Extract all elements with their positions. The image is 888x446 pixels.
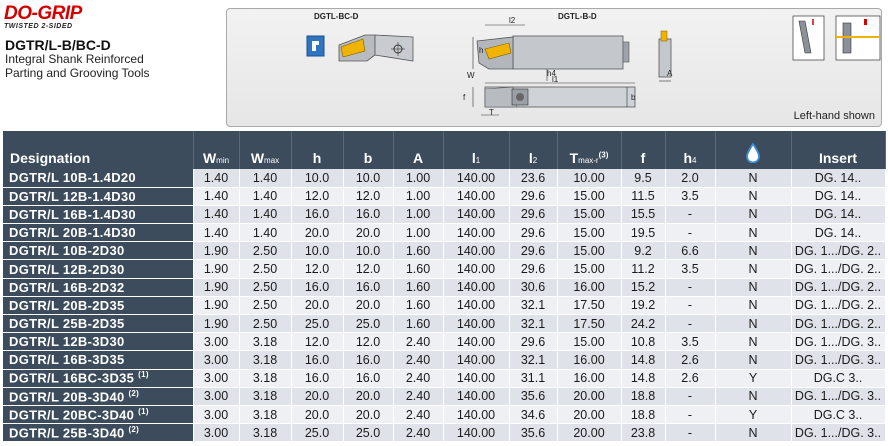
table-row — [3, 224, 885, 242]
table-cell: DG. 14.. — [791, 169, 885, 187]
designation-text: DGTR/L 20BC-3D40 — [9, 407, 135, 423]
table-cell: 3.00 — [193, 333, 239, 351]
drawing-panel — [226, 8, 882, 127]
table-cell: - — [665, 387, 715, 405]
table-cell: 29.6 — [509, 260, 557, 278]
designation-cell — [3, 405, 193, 423]
brand-name: DO-GRIP — [4, 3, 82, 24]
table-cell: 12.0 — [343, 260, 393, 278]
table-cell: 3.00 — [193, 424, 239, 442]
table-cell: 1.40 — [239, 187, 291, 205]
brand-logo — [4, 5, 92, 35]
footnote-mark: (1) — [138, 406, 149, 416]
table-cell: 3.18 — [239, 351, 291, 369]
table-cell: DG. 14.. — [791, 187, 885, 205]
table-cell: 140.00 — [443, 260, 509, 278]
designation-text: DGTR/L 12B-3D30 — [9, 334, 125, 350]
table-cell: 35.6 — [509, 424, 557, 442]
table-cell: 20.0 — [291, 296, 343, 314]
table-cell: - — [665, 424, 715, 442]
table-cell: 11.5 — [621, 187, 665, 205]
designation-text: DGTR/L 16B-1.4D30 — [9, 206, 136, 222]
designation-cell — [3, 333, 193, 351]
table-cell: 14.8 — [621, 369, 665, 387]
table-cell: 12.0 — [291, 260, 343, 278]
table-cell: 10.8 — [621, 333, 665, 351]
table-cell: 20.0 — [291, 387, 343, 405]
drawing-label-b: DGTL-B-D — [558, 12, 597, 21]
table-cell: 2.40 — [393, 351, 443, 369]
table-cell: N — [715, 242, 791, 260]
specs-table — [3, 131, 886, 442]
table-cell: 10.0 — [343, 169, 393, 187]
table-cell: 140.00 — [443, 369, 509, 387]
table-cell: 2.40 — [393, 424, 443, 442]
page-subtitle — [5, 52, 150, 80]
column-header-label: W — [250, 150, 265, 166]
drawing-label-bc: DGTL-BC-D — [314, 12, 359, 21]
table-cell: Y — [715, 405, 791, 423]
column-header — [791, 131, 885, 169]
table-cell: 10.0 — [343, 242, 393, 260]
table-cell: 1.90 — [193, 260, 239, 278]
designation-cell — [3, 242, 193, 260]
column-header — [665, 131, 715, 169]
footnote-mark: (1) — [138, 370, 149, 380]
column-header — [239, 131, 291, 169]
subtitle-line: Integral Shank Reinforced — [5, 52, 144, 66]
table-cell: 9.2 — [621, 242, 665, 260]
table-row — [3, 205, 885, 223]
column-header — [509, 131, 557, 169]
table-cell: DG. 1.../DG. 3.. — [791, 387, 885, 405]
table-cell: 23.6 — [509, 169, 557, 187]
designation-text: DGTR/L 10B-1.4D20 — [9, 170, 136, 186]
table-cell: 1.60 — [393, 260, 443, 278]
table-cell: 2.50 — [239, 296, 291, 314]
table-cell: 16.0 — [343, 278, 393, 296]
table-cell: 1.40 — [193, 169, 239, 187]
column-header — [393, 131, 443, 169]
table-cell: Y — [715, 369, 791, 387]
table-cell: 3.5 — [665, 260, 715, 278]
table-cell: 1.60 — [393, 278, 443, 296]
table-cell: N — [715, 205, 791, 223]
designation-text: DGTR/L 25B-3D40 — [9, 425, 125, 441]
column-header-sub: max — [264, 156, 280, 165]
column-header-sub: 1 — [475, 156, 481, 165]
table-cell: 6.6 — [665, 242, 715, 260]
designation-text: DGTR/L 12B-2D30 — [9, 261, 125, 277]
table-cell: 29.6 — [509, 224, 557, 242]
table-cell: 16.0 — [291, 205, 343, 223]
column-header-sub: max-r — [578, 156, 599, 165]
designation-text: DGTR/L 20B-1.4D30 — [9, 225, 136, 241]
table-cell: 140.00 — [443, 296, 509, 314]
table-cell: 15.5 — [621, 205, 665, 223]
designation-text: DGTR/L 12B-1.4D30 — [9, 188, 136, 204]
table-cell: 20.0 — [343, 224, 393, 242]
table-cell: 1.40 — [239, 224, 291, 242]
table-cell: 30.6 — [509, 278, 557, 296]
table-row — [3, 260, 885, 278]
table-cell: 10.0 — [291, 169, 343, 187]
table-cell: 2.50 — [239, 278, 291, 296]
table-cell: 140.00 — [443, 333, 509, 351]
designation-cell — [3, 296, 193, 314]
table-cell: 20.00 — [557, 387, 621, 405]
column-header-sub: 4 — [692, 156, 697, 165]
table-cell: DG. 1.../DG. 2.. — [791, 315, 885, 333]
column-header-label: f — [640, 150, 646, 166]
table-cell: 16.0 — [343, 369, 393, 387]
table-cell: 2.50 — [239, 315, 291, 333]
column-header-label: Insert — [818, 150, 858, 166]
table-cell: 3.00 — [193, 351, 239, 369]
table-cell: 1.90 — [193, 242, 239, 260]
table-cell: 32.1 — [509, 296, 557, 314]
table-row — [3, 169, 885, 187]
column-header — [3, 131, 193, 169]
table-cell: 11.2 — [621, 260, 665, 278]
table-cell: 25.0 — [343, 315, 393, 333]
dim-h: h — [479, 46, 484, 55]
table-cell: 29.6 — [509, 333, 557, 351]
table-cell: N — [715, 169, 791, 187]
table-cell: 15.00 — [557, 224, 621, 242]
table-cell: - — [665, 205, 715, 223]
table-cell: N — [715, 333, 791, 351]
table-cell: 12.0 — [291, 333, 343, 351]
column-header-sub: min — [216, 156, 230, 165]
column-header-sup: (3) — [598, 150, 609, 160]
table-cell: DG. 1.../DG. 3.. — [791, 424, 885, 442]
table-cell: 20.0 — [291, 405, 343, 423]
table-cell: 16.00 — [557, 369, 621, 387]
dim-h4: h4 — [547, 69, 556, 78]
table-cell: 1.90 — [193, 315, 239, 333]
table-row — [3, 351, 885, 369]
table-row — [3, 369, 885, 387]
designation-text: DGTR/L 20B-2D35 — [9, 297, 125, 313]
table-cell: 2.6 — [665, 351, 715, 369]
table-cell: 14.8 — [621, 351, 665, 369]
table-cell: 140.00 — [443, 205, 509, 223]
table-cell: 19.2 — [621, 296, 665, 314]
table-cell: 18.8 — [621, 387, 665, 405]
table-cell: 16.00 — [557, 278, 621, 296]
table-cell: 29.6 — [509, 205, 557, 223]
table-cell: 16.0 — [291, 369, 343, 387]
table-cell: 3.18 — [239, 424, 291, 442]
table-row — [3, 187, 885, 205]
table-cell: N — [715, 387, 791, 405]
table-cell: N — [715, 187, 791, 205]
table-cell: 1.90 — [193, 296, 239, 314]
table-cell: 20.00 — [557, 405, 621, 423]
table-cell: 1.00 — [393, 169, 443, 187]
dim-f: f — [463, 93, 466, 102]
table-cell: 20.0 — [343, 296, 393, 314]
dim-b: b — [631, 93, 636, 102]
table-cell: N — [715, 296, 791, 314]
table-row — [3, 296, 885, 314]
table-cell: 29.6 — [509, 242, 557, 260]
table-cell: 140.00 — [443, 424, 509, 442]
table-body — [3, 169, 885, 442]
designation-text: DGTR/L 16B-2D32 — [9, 279, 125, 295]
table-cell: 16.0 — [291, 278, 343, 296]
table-cell: 12.0 — [291, 187, 343, 205]
table-cell: 1.40 — [193, 205, 239, 223]
designation-cell — [3, 387, 193, 405]
table-cell: 2.40 — [393, 387, 443, 405]
table-cell: 9.5 — [621, 169, 665, 187]
table-cell: 140.00 — [443, 242, 509, 260]
table-cell: 25.0 — [291, 315, 343, 333]
table-cell: 18.8 — [621, 405, 665, 423]
table-cell: 3.00 — [193, 387, 239, 405]
column-header-label: h — [683, 150, 693, 166]
table-cell: DG. 14.. — [791, 224, 885, 242]
subtitle-line: Parting and Grooving Tools — [5, 66, 150, 80]
table-cell: DG.C 3.. — [791, 369, 885, 387]
table-cell: 3.18 — [239, 387, 291, 405]
column-header — [715, 131, 791, 169]
column-header — [443, 131, 509, 169]
table-cell: 1.00 — [393, 187, 443, 205]
table-cell: 32.1 — [509, 315, 557, 333]
column-header-label: A — [412, 150, 424, 166]
table-cell: 3.18 — [239, 333, 291, 351]
table-cell: DG. 1.../DG. 2.. — [791, 296, 885, 314]
table-cell: - — [665, 224, 715, 242]
table-cell: DG. 1.../DG. 3.. — [791, 351, 885, 369]
table-cell: 3.5 — [665, 187, 715, 205]
table-cell: 140.00 — [443, 187, 509, 205]
page-title: DGTR/L-B/BC-D — [5, 37, 111, 53]
table-cell: 29.6 — [509, 187, 557, 205]
table-cell: N — [715, 278, 791, 296]
table-cell: DG. 14.. — [791, 205, 885, 223]
designation-cell — [3, 424, 193, 442]
column-header-label: l — [471, 150, 476, 166]
designation-text: DGTR/L 16B-3D35 — [9, 352, 125, 368]
table-cell: 15.00 — [557, 333, 621, 351]
table-cell: 3.00 — [193, 369, 239, 387]
table-row — [3, 315, 885, 333]
dim-l1: l1 — [552, 75, 559, 84]
table-cell: 31.1 — [509, 369, 557, 387]
table-cell: 2.50 — [239, 260, 291, 278]
dim-T: T — [489, 108, 494, 117]
table-cell: N — [715, 224, 791, 242]
designation-text: DGTR/L 20B-3D40 — [9, 389, 125, 404]
table-cell: 2.0 — [665, 169, 715, 187]
dim-A: A — [667, 69, 673, 78]
table-row — [3, 387, 885, 405]
table-cell: 25.0 — [291, 424, 343, 442]
table-cell: 3.5 — [665, 333, 715, 351]
table-row — [3, 424, 885, 442]
table-cell: N — [715, 260, 791, 278]
table-row — [3, 405, 885, 423]
table-cell: 17.50 — [557, 315, 621, 333]
table-cell: DG. 1.../DG. 3.. — [791, 333, 885, 351]
footnote-mark: (2) — [128, 425, 140, 435]
designation-cell — [3, 351, 193, 369]
table-cell: 17.50 — [557, 296, 621, 314]
table-cell: 34.6 — [509, 405, 557, 423]
table-cell: 140.00 — [443, 315, 509, 333]
table-cell: 3.00 — [193, 405, 239, 423]
table-row — [3, 242, 885, 260]
table-cell: 10.0 — [291, 242, 343, 260]
table-cell: 20.00 — [557, 424, 621, 442]
designation-cell — [3, 169, 193, 187]
table-cell: 1.60 — [393, 242, 443, 260]
designation-cell — [3, 315, 193, 333]
table-cell: 2.40 — [393, 333, 443, 351]
dim-W: W — [467, 71, 475, 80]
table-cell: 1.90 — [193, 278, 239, 296]
table-cell: 15.00 — [557, 187, 621, 205]
table-cell: 140.00 — [443, 351, 509, 369]
column-header — [557, 131, 621, 169]
designation-cell — [3, 278, 193, 296]
table-cell: 32.1 — [509, 351, 557, 369]
table-cell: 1.60 — [393, 315, 443, 333]
table-cell: 16.0 — [291, 351, 343, 369]
designation-cell — [3, 187, 193, 205]
column-header-label: W — [202, 150, 217, 166]
table-cell: 1.40 — [239, 169, 291, 187]
table-cell: 12.0 — [343, 187, 393, 205]
footnote-mark: (2) — [128, 388, 140, 398]
table-cell: N — [715, 351, 791, 369]
table-cell: 12.0 — [343, 333, 393, 351]
table-cell: 1.40 — [239, 205, 291, 223]
column-header-label: b — [363, 150, 373, 166]
column-header — [621, 131, 665, 169]
table-cell: - — [665, 405, 715, 423]
table-cell: 1.00 — [393, 205, 443, 223]
table-row — [3, 333, 885, 351]
table-cell: 140.00 — [443, 224, 509, 242]
table-cell: 19.5 — [621, 224, 665, 242]
table-cell: 140.00 — [443, 169, 509, 187]
column-header-label: T — [569, 150, 579, 166]
designation-cell — [3, 224, 193, 242]
table-cell: 25.0 — [343, 424, 393, 442]
coolant-drop-icon — [746, 143, 760, 163]
table-cell: 15.00 — [557, 242, 621, 260]
table-cell: 24.2 — [621, 315, 665, 333]
table-cell: N — [715, 424, 791, 442]
table-cell: 16.0 — [343, 205, 393, 223]
table-cell: DG. 1.../DG. 2.. — [791, 242, 885, 260]
table-cell: DG. 1.../DG. 2.. — [791, 260, 885, 278]
table-cell: 16.0 — [343, 351, 393, 369]
table-cell: 3.18 — [239, 369, 291, 387]
column-header — [343, 131, 393, 169]
table-cell: 140.00 — [443, 387, 509, 405]
table-cell: 20.0 — [343, 405, 393, 423]
designation-cell — [3, 260, 193, 278]
designation-text: DGTR/L 10B-2D30 — [9, 243, 125, 259]
table-cell: 2.50 — [239, 242, 291, 260]
table-cell: 23.8 — [621, 424, 665, 442]
designation-text: DGTR/L 25B-2D35 — [9, 316, 125, 332]
table-cell: 1.40 — [193, 224, 239, 242]
table-row — [3, 278, 885, 296]
table-cell: 10.00 — [557, 169, 621, 187]
brand-tagline: TWISTED 2-SIDED — [4, 23, 73, 30]
table-cell: 2.6 — [665, 369, 715, 387]
table-cell: 1.00 — [393, 224, 443, 242]
table-cell: 15.00 — [557, 205, 621, 223]
table-cell: - — [665, 278, 715, 296]
table-cell: 140.00 — [443, 278, 509, 296]
column-header-label: Designation — [10, 150, 91, 166]
table-cell: 1.40 — [193, 187, 239, 205]
table-cell: 2.40 — [393, 369, 443, 387]
table-cell: 15.2 — [621, 278, 665, 296]
table-cell: 20.0 — [343, 387, 393, 405]
table-cell: 35.6 — [509, 387, 557, 405]
table-cell: 3.18 — [239, 405, 291, 423]
table-cell: 1.60 — [393, 296, 443, 314]
table-cell: - — [665, 315, 715, 333]
table-cell: 20.0 — [291, 224, 343, 242]
column-header-sub: 2 — [532, 156, 538, 165]
table-cell: N — [715, 315, 791, 333]
designation-cell — [3, 205, 193, 223]
column-header — [291, 131, 343, 169]
column-header — [193, 131, 239, 169]
table-cell: - — [665, 296, 715, 314]
table-cell: 2.40 — [393, 405, 443, 423]
designation-text: DGTR/L 16BC-3D35 — [9, 370, 135, 386]
column-header-label: l — [528, 150, 533, 166]
table-cell: DG. 1.../DG. 2.. — [791, 278, 885, 296]
table-cell: DG.C 3.. — [791, 405, 885, 423]
dim-l2: l2 — [509, 16, 516, 25]
table-cell: 16.00 — [557, 351, 621, 369]
table-cell: 140.00 — [443, 405, 509, 423]
column-header-label: h — [312, 150, 322, 166]
table-cell: 15.00 — [557, 260, 621, 278]
table-header-row — [3, 131, 885, 169]
handedness-note: Left-hand shown — [793, 110, 875, 122]
designation-cell — [3, 369, 193, 387]
